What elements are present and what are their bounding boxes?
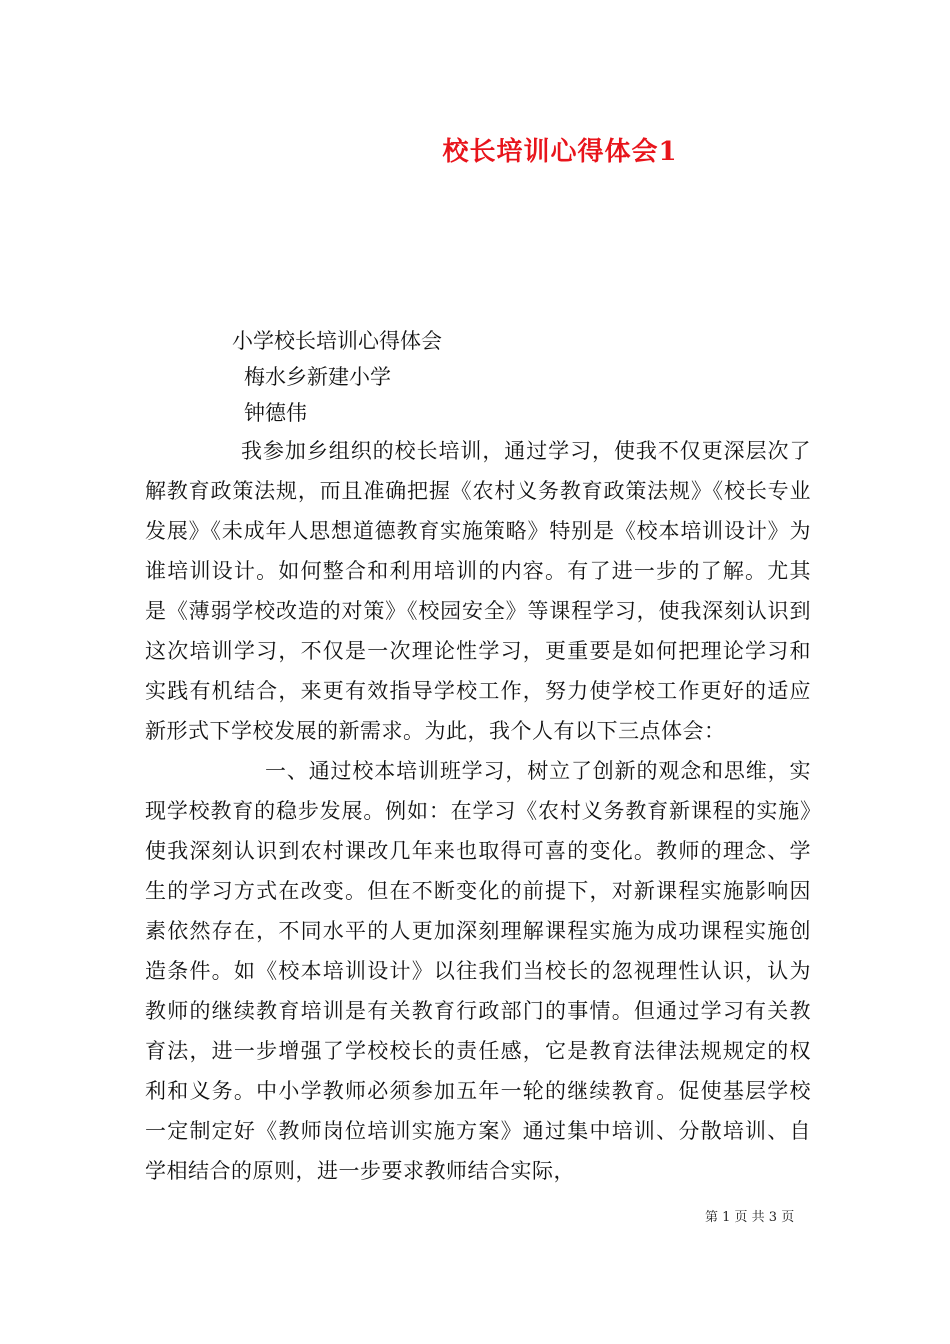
paragraph-intro: 我参加乡组织的校长培训，通过学习，使我不仅更深层次了解教育政策法规，而且准确把握《农村义务教育政策法规》《校长专业发展》《未成年人思想道德教育实施策略》特别是《校本培训设计》为谁培训设计。如何整合和利用培训的内容。有了进一步的了解。尤其是《薄弱学校改造的对策》《校园安全》等课程学习，使我深刻认识到这次培训学习，不仅是一次理论性学习，更重要是如何把理论学习和实践有机结合，来更有效指导学校工作，努力使学校工作更好的适应新形式下学校发展的新需求。为此，我个人有以下三点体会： (145, 439, 811, 743)
document-subtitle: 小学校长培训心得体会 (232, 329, 442, 353)
document-body (145, 431, 811, 1191)
document-meta (232, 323, 442, 431)
page-number: 第 1 页 共 3 页 (705, 1210, 795, 1225)
school-name: 梅水乡新建小学 (244, 365, 391, 389)
document-title: 校长培训心得体会1 (442, 137, 678, 167)
paragraph-point-one: 一、通过校本培训班学习，树立了创新的观念和思维，实现学校教育的稳步发展。例如：在学习《农村义务教育新课程的实施》使我深刻认识到农村课改几年来也取得可喜的变化。教师的理念、学生的学习方式在改变。但在不断变化的前提下，对新课程实施影响因素依然存在，不同水平的人更加深刻理解课程实施为成功课程实施创造条件。如《校本培训设计》以往我们当校长的忽视理性认识，认为教师的继续教育培训是有关教育行政部门的事情。但通过学习有关教育法，进一步增强了学校校长的责任感，它是教育法律法规规定的权利和义务。中小学教师必须参加五年一轮的继续教育。促使基层学校一定制定好《教师岗位培训实施方案》通过集中培训、分散培训、自学相结合的原则，进一步要求教师结合实际， (145, 759, 811, 1183)
author-name: 钟德伟 (244, 401, 307, 425)
